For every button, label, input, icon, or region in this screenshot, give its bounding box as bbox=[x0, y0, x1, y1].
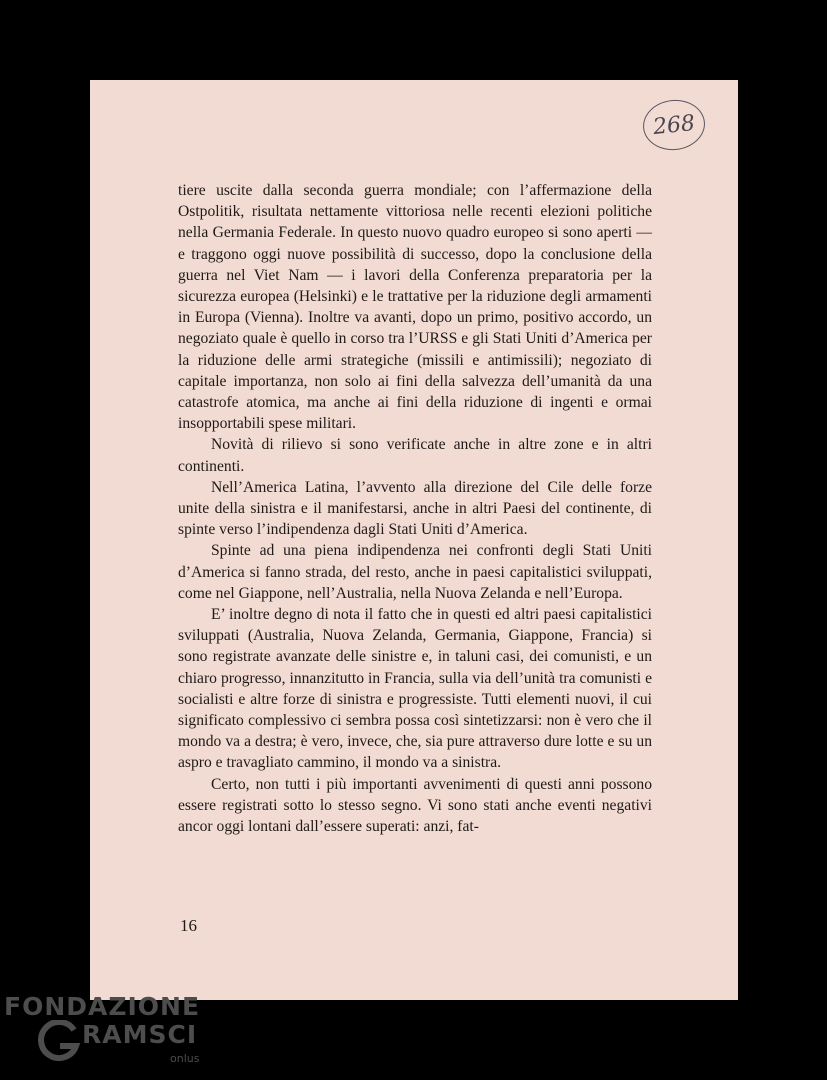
logo-line-3: onlus bbox=[170, 1052, 200, 1065]
logo-line-1: FONDAZIONE bbox=[4, 992, 201, 1021]
archive-stamp-number: 268 bbox=[651, 110, 697, 140]
fondazione-gramsci-logo bbox=[0, 990, 215, 1080]
archive-stamp bbox=[641, 97, 708, 153]
paragraph: Spinte ad una piena indipendenza nei confronti degli Stati Uniti d’America si fanno strada, del resto, anche in paesi capitalistici sviluppati, come nel Giappone, nell’Australia, nella Nuova Zelanda e nell’Europa. bbox=[178, 542, 652, 602]
paragraph: Nell’America Latina, l’avvento alla direzione del Cile delle forze unite della sinistra e il manifestarsi, anche in altri Paesi del continente, di spinte verso l’indipendenza dagli Stati Uniti d’America. bbox=[178, 478, 652, 539]
paragraph: E’ inoltre degno di nota il fatto che in questi ed altri paesi capitalistici sviluppati (Australia, Nuova Zelanda, Germania, Giappone, Francia) si sono registrate avanzate delle sinistre e, in taluni casi, dei comunisti, e un chiaro progresso, innanzitutto in Francia, sulla via dell’unità tra comunisti e socialisti e altre forze di sinistra e progressiste. Tutti elementi nuovi, il cui significato complessivo ci sembra possa così sintetizzarsi: non è vero che il mondo va a destra; è vero, invece, che, sia pure attraverso dure lotte e su un aspro e travagliato cammino, il mondo va a sinistra. bbox=[178, 606, 652, 772]
g-logo-icon bbox=[36, 1020, 80, 1064]
paragraph: Novità di rilievo si sono verificate anche in altre zone e in altri continenti. bbox=[178, 436, 652, 475]
page-number: 16 bbox=[180, 916, 197, 935]
body-text bbox=[178, 180, 652, 837]
paragraph: Certo, non tutti i più importanti avvenimenti di questi anni possono essere registrati sotto lo stesso segno. Vi sono stati anche eventi negativi ancor oggi lontani dall’essere superati: anzi, fat- bbox=[178, 775, 652, 836]
logo-line-2: RAMSCI bbox=[82, 1020, 198, 1049]
paragraph: tiere uscite dalla seconda guerra mondiale; con l’affermazione della Ostpolitik, risultata nettamente vittoriosa nelle recenti elezioni politiche nella Germania Federale. In questo nuovo quadro europeo si sono aperti — e traggono oggi nuove possibilità di successo, dopo la conclusione della guerra nel Viet Nam — i lavori della Conferenza preparatoria per la sicurezza europea (Helsinki) e le trattative per la riduzione degli armamenti in Europa (Vienna). Inoltre va avanti, dopo un primo, positivo accordo, un negoziato quale è quello in corso tra l’URSS e gli Stati Uniti d’America per la riduzione delle armi strategiche (missili e antimissili); negoziato di capitale importanza, non solo ai fini della salvezza dell’umanità da una catastrofe atomica, ma anche ai fini della riduzione di ingenti e ormai insopportabili spese militari. bbox=[178, 182, 652, 433]
document-page bbox=[90, 80, 738, 1000]
